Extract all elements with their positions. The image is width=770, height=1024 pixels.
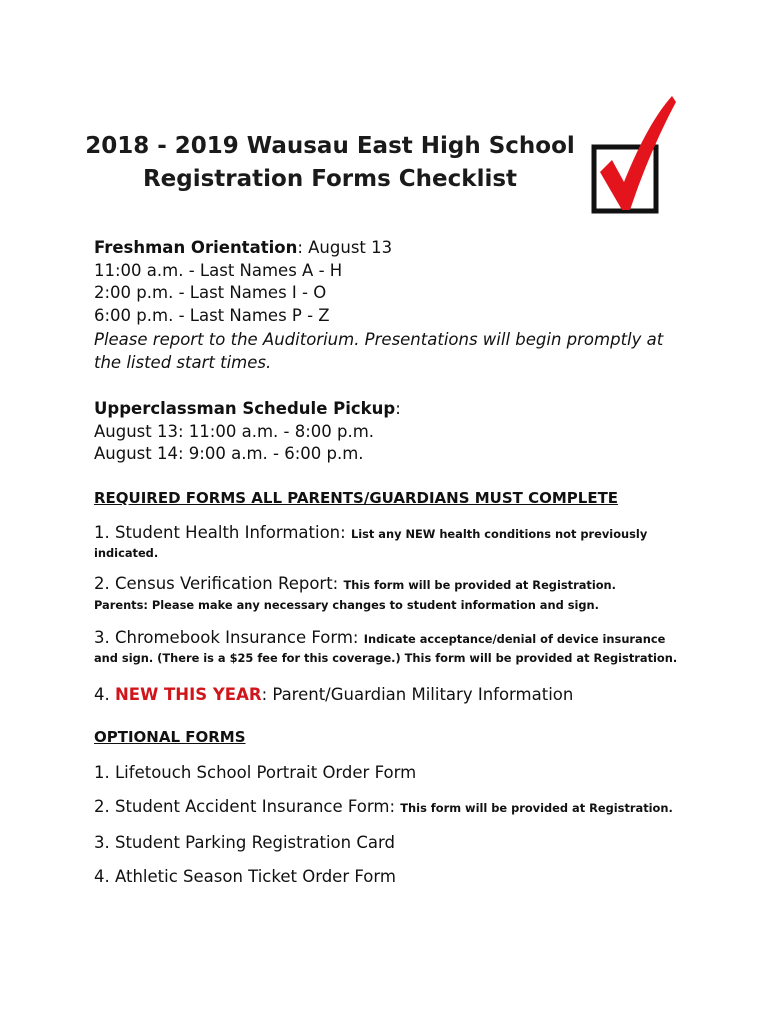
optional-item-2-title: 2. Student Accident Insurance Form:: [94, 797, 401, 816]
optional-item-4: 4. Athletic Season Ticket Order Form: [94, 867, 396, 886]
required-item-2: [94, 573, 694, 597]
required-item-3: [94, 627, 694, 651]
required-item-4-prefix: 4.: [94, 685, 115, 704]
required-item-1-note: List any NEW health conditions not previously: [350, 526, 648, 541]
title-line-1: 2018 - 2019 Wausau East High School: [85, 133, 575, 159]
page-title: [70, 130, 590, 196]
orientation-note-2: the listed start times.: [94, 352, 272, 372]
optional-item-2-note: This form will be provided at Registration.: [400, 801, 673, 815]
required-item-2-title: 2. Census Verification Report:: [94, 574, 344, 593]
orientation-note-1: Please report to the Auditorium. Presentations will begin promptly at: [94, 330, 664, 349]
orientation-date: : August 13: [297, 238, 393, 257]
required-heading: REQUIRED FORMS ALL PARENTS/GUARDIANS MUST COMPLETE: [94, 489, 619, 507]
required-item-3-note-2: and sign. (There is a $25 fee for this coverage.) This form will be provided at Registration.: [94, 651, 678, 665]
checkbox-checkmark-icon: [588, 92, 684, 218]
orientation-label: Freshman Orientation: [94, 238, 298, 257]
required-item-4-rest: : Parent/Guardian Military Information: [261, 685, 574, 704]
required-item-2-note-2: Parents: Please make any necessary changes to student information and sign.: [94, 597, 599, 612]
title-line-2: Registration Forms Checklist: [142, 166, 518, 192]
orientation-time-3: 6:00 p.m. - Last Names P - Z: [94, 305, 330, 325]
pickup-colon: :: [395, 399, 401, 418]
schedule-pickup-section: [94, 398, 694, 466]
freshman-orientation-section: [94, 237, 694, 374]
pickup-label: Upperclassman Schedule Pickup: [94, 399, 396, 418]
optional-forms-section: [94, 726, 694, 889]
new-this-year-badge: NEW THIS YEAR: [115, 685, 262, 704]
required-forms-section: [94, 487, 694, 707]
required-item-4: [94, 684, 694, 707]
orientation-time-1: 11:00 a.m. - Last Names A - H: [94, 260, 343, 280]
required-item-1-title: 1. Student Health Information:: [94, 522, 351, 542]
required-item-3-title: 3. Chromebook Insurance Form:: [94, 627, 364, 647]
required-item-3-note: Indicate acceptance/denial of device insurance: [363, 631, 666, 646]
pickup-time-2: August 14: 9:00 a.m. - 6:00 p.m.: [94, 444, 364, 463]
optional-heading: OPTIONAL FORMS: [94, 728, 246, 746]
required-item-1: [94, 522, 694, 546]
required-item-1-note-2: indicated.: [94, 546, 159, 560]
optional-item-1: 1. Lifetouch School Portrait Order Form: [94, 762, 417, 782]
required-item-2-note: This form will be provided at Registration.: [343, 578, 616, 592]
optional-item-2: [94, 796, 694, 820]
orientation-time-2: 2:00 p.m. - Last Names I - O: [94, 283, 327, 302]
pickup-time-1: August 13: 11:00 a.m. - 8:00 p.m.: [94, 421, 375, 441]
optional-item-3: 3. Student Parking Registration Card: [94, 832, 395, 852]
